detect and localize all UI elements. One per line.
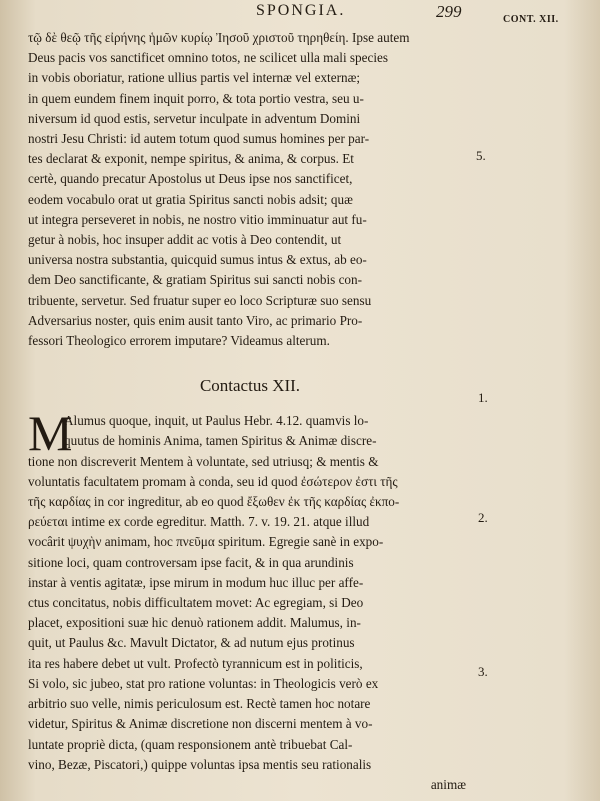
text-line: in vobis oboriatur, ratione ullius partis vel internæ vel externæ; [28,70,361,86]
text-line: ctus concitatus, nobis difficultatem movet: Ac egregiam, si Deo [28,595,364,611]
text-line: sitione loci, quam controversam ipse facit, & in qua arundinis [28,554,354,570]
section-text [28,405,472,795]
text-line: tes declarat & exponit, nempe spiritus, & anima, & corpus. Et [28,151,354,167]
text-line: vino, Bezæ, Piscatori,) quippe voluntas ipsa mentis seu rationalis [28,756,372,772]
text-line: eodem vocabulo orat ut gratia Spiritus sancti nobis adsit; quæ [28,191,353,207]
catchword: animæ [430,776,466,792]
margin-number: 2. [478,510,488,525]
text-line: Deus pacis vos sanctificet omnino totos, ne scilicet ulla mali species [28,50,389,66]
text-line: luntate propriè dicta, (quam responsionem antè tribuebat Cal- [28,736,353,752]
running-head-title: SPONGIA. [256,2,346,19]
drop-capital: M [28,405,73,462]
text-line: niversum id quod estis, servetur inculpate in adventum Domini [28,110,361,126]
text-line: in quem eundem finem inquit porro, & tota portio vestra, seu u- [28,90,364,106]
text-line: fessori Theologico errorem imputare? Videamus alterum. [28,333,330,349]
text-line: certè, quando precatur Apostolus ut Deus ipse nos sanctificet, [28,171,353,187]
margin-number: 5. [476,148,486,163]
text-line: Si volo, sic jubeo, stat pro ratione voluntas: in Theologicis verò ex [28,675,379,691]
text-line: tribuente, servetur. Sed fruatur super eo loco Scripturæ suo sensu [28,292,372,308]
text-line: placet, expositioni suæ hic denuò rationem addit. Malumus, in- [28,615,361,631]
section-heading: Contactus XII. [199,376,301,396]
text-line: universa nostra substantia, quicquid sumus intus & extus, ab eo- [28,252,367,268]
margin-number: 1. [478,390,488,405]
text-line: vocârit ψυχὴν animam, hoc πνεῦμα spiritum. Egregie sanè in expo- [28,534,384,550]
text-line: ut integra perseveret in nobis, ne nostro vitio imminuatur aut fu- [28,211,367,227]
text-line: arbitrio suo velle, nimis periculosum est. Rectè tamen hoc notare [28,696,371,712]
text-line: instar à ventis agitatæ, ipse mirum in modum huc illuc per affe- [28,574,364,590]
text-line: ita res habere debet ut vult. Profectò tyrannicum est in politicis, [28,655,363,671]
text-line: voluntatis facultatem promam à conda, seu id quod ἐσώτερον ἐστι τῆς [28,473,398,489]
text-line: dem Deo sanctificante, & gratiam Spiritus sui sancti nobis con- [28,272,363,288]
text-line: quit, ut Paulus &c. Mavult Dictator, & ad nutum ejus protinus [28,635,355,651]
text-line: ρεύεται intime ex corde egreditur. Matth. 7. v. 19. 21. atque illud [28,514,370,530]
text-line: Alumus quoque, inquit, ut Paulus Hebr. 4.12. quamvis lo- [64,413,369,429]
text-line: nostri Jesu Christi: id autem totum quod sumus homines per par- [28,131,370,147]
text-line: τῆς καρδίας in cor ingreditur, ab eo quod ἔξωθεν ἐκ τῆς καρδίας ἐκπο- [28,494,400,510]
text-line: videtur, Spiritus & Animæ discretione non discerni mentem à vo- [28,716,373,732]
text-line: Adversarius noster, quis enim ausit tanto Viro, ac primario Pro- [28,312,363,328]
margin-number: 3. [478,664,488,679]
text-line: τῷ δὲ θεῷ τῆς εἰρήνης ἡμῶν κυρίῳ Ἰησοῦ χριστοῦ τηρηθείη. Ipse autem [28,30,410,45]
text-line: quutus de hominis Anima, tamen Spiritus & Animæ discre- [64,433,377,449]
text-line: getur à nobis, hoc insuper addit ac votis à Deo contendit, ut [28,232,342,248]
page-number: 299 [436,2,462,21]
running-head-marker: CONT. XII. [503,14,559,25]
text-block [28,28,472,795]
text-line: tione non discreverit Mentem à voluntate, sed utriusq; & mentis & [28,453,379,469]
